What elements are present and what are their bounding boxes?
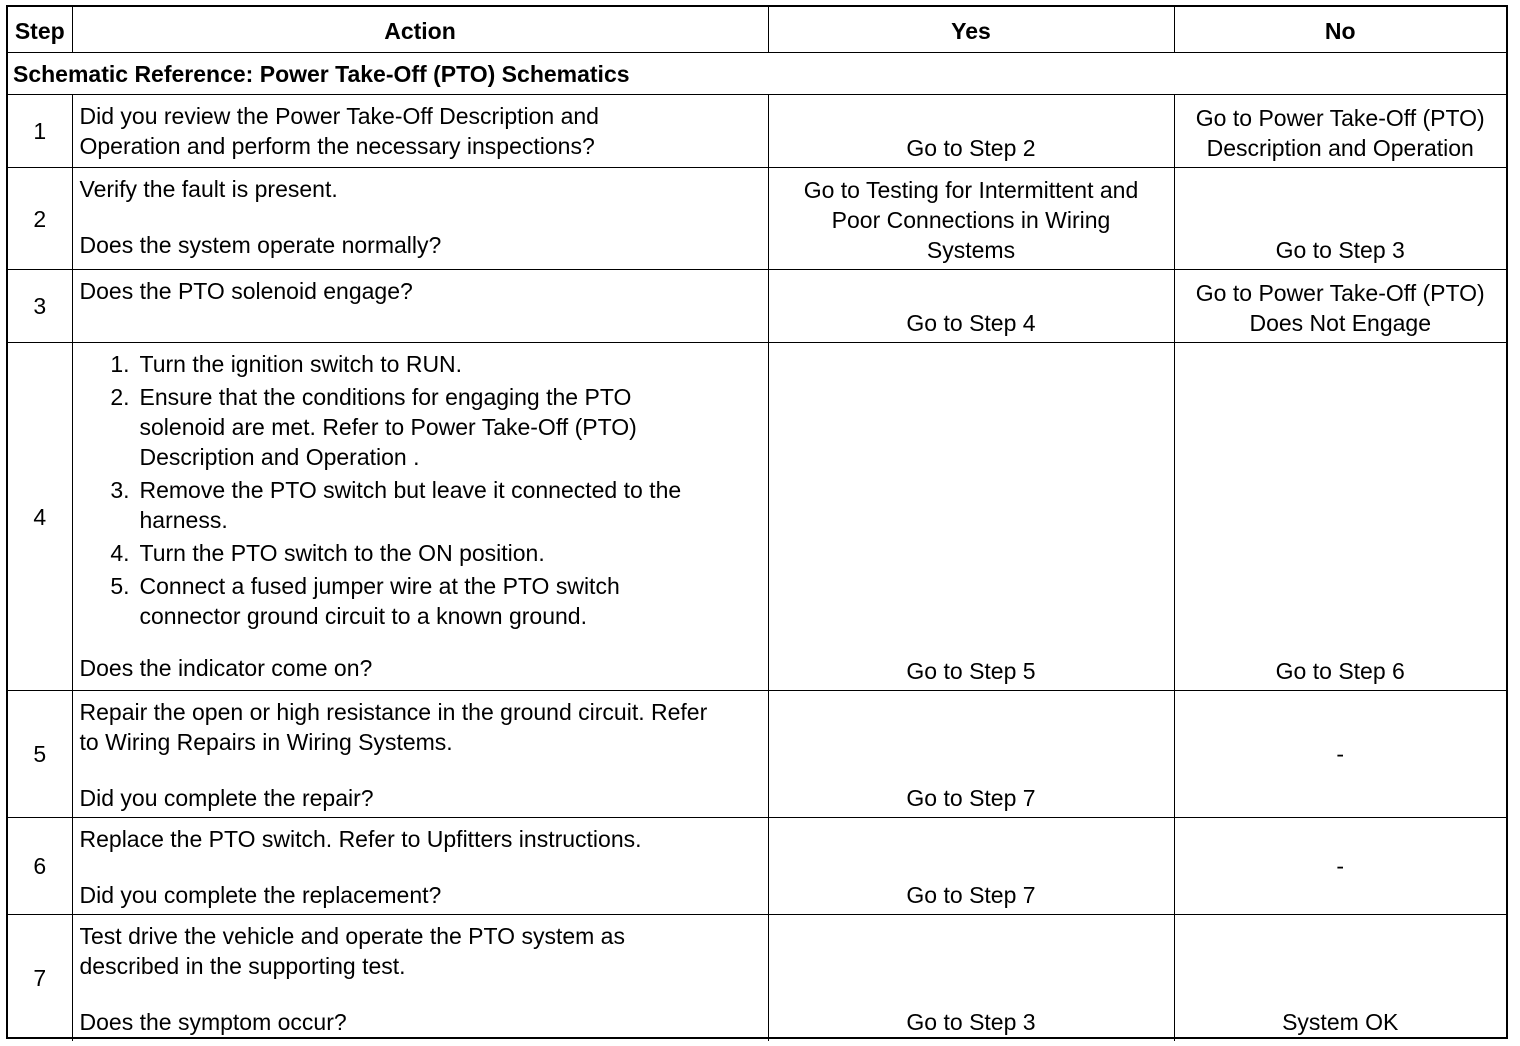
diagnostic-table-frame: [6, 5, 1508, 1039]
question-text: Does the indicator come on?: [79, 655, 373, 681]
no-cell: [1174, 95, 1506, 168]
yes-text: Systems: [926, 237, 1016, 263]
list-number: 1.: [110, 351, 130, 377]
question-text: Did you complete the replacement?: [79, 882, 442, 908]
action-text: Replace the PTO switch. Refer to Upfitters instructions.: [79, 826, 642, 852]
diagnostic-table: [8, 7, 1506, 1041]
list-item: [80, 349, 762, 379]
no-cell: Go to Step 6: [1174, 343, 1506, 691]
list-number: 5.: [110, 573, 130, 599]
header-no: No: [1174, 7, 1506, 53]
no-text: Go to Power Take-Off (PTO): [1195, 105, 1485, 131]
no-cell: -: [1174, 691, 1506, 818]
header-yes: Yes: [768, 7, 1174, 53]
action-text: described in the supporting test.: [79, 953, 406, 979]
action-text: Verify the fault is present.: [79, 176, 338, 202]
list-line: connector ground circuit to a known ground.: [139, 603, 587, 629]
no-cell: -: [1174, 818, 1506, 915]
list-line: Ensure that the conditions for engaging the PTO: [139, 384, 632, 410]
table-row: [8, 915, 1506, 1042]
list-line: Description and Operation .: [139, 444, 420, 470]
yes-text: Poor Connections in Wiring: [831, 207, 1111, 233]
list-line: Remove the PTO switch but leave it connected to the: [139, 477, 682, 503]
question-text: Does the symptom occur?: [79, 1009, 347, 1035]
question-text: Does the system operate normally?: [79, 232, 442, 258]
action-text: Does the PTO solenoid engage?: [79, 278, 413, 304]
no-text: Does Not Engage: [1249, 310, 1432, 336]
table-row: [8, 691, 1506, 818]
yes-cell: Go to Step 7: [768, 691, 1174, 818]
step-number: 6: [8, 818, 72, 915]
list-line: harness.: [139, 507, 228, 533]
action-cell: [72, 168, 768, 270]
list-line: solenoid are met. Refer to Power Take-Off (PTO): [139, 414, 637, 440]
list-text: [130, 349, 463, 379]
list-number: 3.: [110, 477, 130, 503]
list-item: [80, 571, 762, 631]
yes-cell: Go to Step 4: [768, 270, 1174, 343]
schematic-reference-row: [8, 53, 1506, 95]
schematic-reference: Schematic Reference: Power Take-Off (PTO) Schematics: [8, 53, 1506, 95]
action-cell: [72, 691, 768, 818]
step-number: 5: [8, 691, 72, 818]
step-number: 7: [8, 915, 72, 1042]
step-number: 1: [8, 95, 72, 168]
no-text: Go to Power Take-Off (PTO): [1195, 280, 1485, 306]
list-text: [130, 475, 682, 535]
table-row: [8, 818, 1506, 915]
table-row: [8, 168, 1506, 270]
action-cell: [72, 95, 768, 168]
list-text: [130, 382, 637, 472]
action-text: to Wiring Repairs in Wiring Systems.: [79, 729, 453, 755]
action-text: Test drive the vehicle and operate the PTO system as: [79, 923, 625, 949]
list-item: [80, 382, 762, 472]
action-text: Operation and perform the necessary inspections?: [79, 133, 595, 159]
list-item: [80, 475, 762, 535]
list-line: Turn the PTO switch to the ON position.: [139, 540, 545, 566]
table-row: [8, 95, 1506, 168]
no-text: Description and Operation: [1206, 135, 1474, 161]
table-row: [8, 270, 1506, 343]
action-cell: [72, 270, 768, 343]
question-text: Did you complete the repair?: [79, 785, 374, 811]
list-item: [80, 538, 762, 568]
no-cell: [1174, 270, 1506, 343]
yes-cell: Go to Step 5: [768, 343, 1174, 691]
action-cell: [72, 915, 768, 1042]
yes-cell: [768, 168, 1174, 270]
no-cell: Go to Step 3: [1174, 168, 1506, 270]
list-line: Connect a fused jumper wire at the PTO switch: [139, 573, 620, 599]
header-row: [8, 7, 1506, 53]
table-row: [8, 343, 1506, 691]
header-action: Action: [72, 7, 768, 53]
list-line: Turn the ignition switch to RUN.: [139, 351, 463, 377]
no-cell: System OK: [1174, 915, 1506, 1042]
yes-cell: Go to Step 7: [768, 818, 1174, 915]
action-cell: [72, 818, 768, 915]
step-number: 2: [8, 168, 72, 270]
list-text: [130, 538, 545, 568]
action-text: Did you review the Power Take-Off Description and: [79, 103, 599, 129]
action-cell: [72, 343, 768, 691]
step-number: 4: [8, 343, 72, 691]
step-number: 3: [8, 270, 72, 343]
procedure-list: [80, 349, 762, 631]
yes-cell: Go to Step 3: [768, 915, 1174, 1042]
yes-text: Go to Testing for Intermittent and: [803, 177, 1139, 203]
list-number: 2.: [110, 384, 130, 410]
list-number: 4.: [110, 540, 130, 566]
header-step: Step: [8, 7, 72, 53]
action-text: Repair the open or high resistance in the ground circuit. Refer: [79, 699, 708, 725]
list-text: [130, 571, 620, 631]
yes-cell: Go to Step 2: [768, 95, 1174, 168]
